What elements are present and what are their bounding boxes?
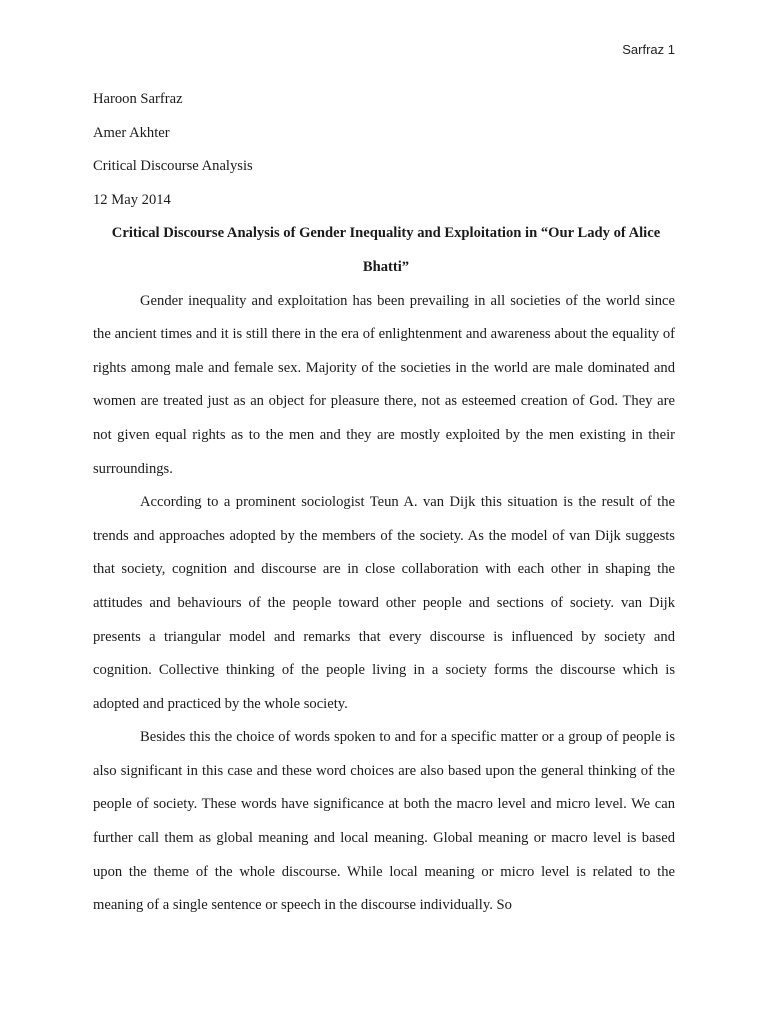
paragraph-2: According to a prominent sociologist Teun A. van Dijk this situation is the result of the trends and approaches adopted by the members of the society. As the model of van Dijk suggests that society, cognition and discourse are in close collaboration with each other in shaping the attitudes and behaviours of the people toward other people and sections of society. van Dijk presents a triangular model and remarks that every discourse is influenced by society and cognition. Collective thinking of the people living in a society forms the discourse which is adopted and practiced by the whole society. bbox=[93, 494, 675, 712]
essay-title: Critical Discourse Analysis of Gender Inequality and Exploitation in “Our Lady of Alice Bhatti” bbox=[111, 225, 661, 275]
essay-date: 12 May 2014 bbox=[93, 191, 171, 208]
instructor-name: Amer Akhter bbox=[93, 124, 170, 141]
paragraph-1: Gender inequality and exploitation has been prevailing in all societies of the world since the ancient times and it is still there in the era of enlightenment and awareness about the equality of rights among male and female sex. Majority of the societies in the world are male dominated and women are treated just as an object for pleasure there, not as esteemed creation of God. They are not given equal rights as to the men and they are mostly exploited by the men existing in their surroundings. bbox=[93, 292, 675, 477]
course-name: Critical Discourse Analysis bbox=[93, 158, 253, 175]
essay-body bbox=[93, 83, 675, 923]
author-name: Haroon Sarfraz bbox=[93, 91, 183, 107]
running-head: Sarfraz 1 bbox=[622, 42, 675, 57]
paragraph-3: Besides this the choice of words spoken to and for a specific matter or a group of people is also significant in this case and these word choices are also based upon the general thinking of the people of society. These words have significance at both the macro level and micro level. We can further call them as global meaning and local meaning. Global meaning or macro level is based upon the theme of the whole discourse. While local meaning or micro level is related to the meaning of a single sentence or speech in the discourse individually. So bbox=[93, 729, 675, 914]
